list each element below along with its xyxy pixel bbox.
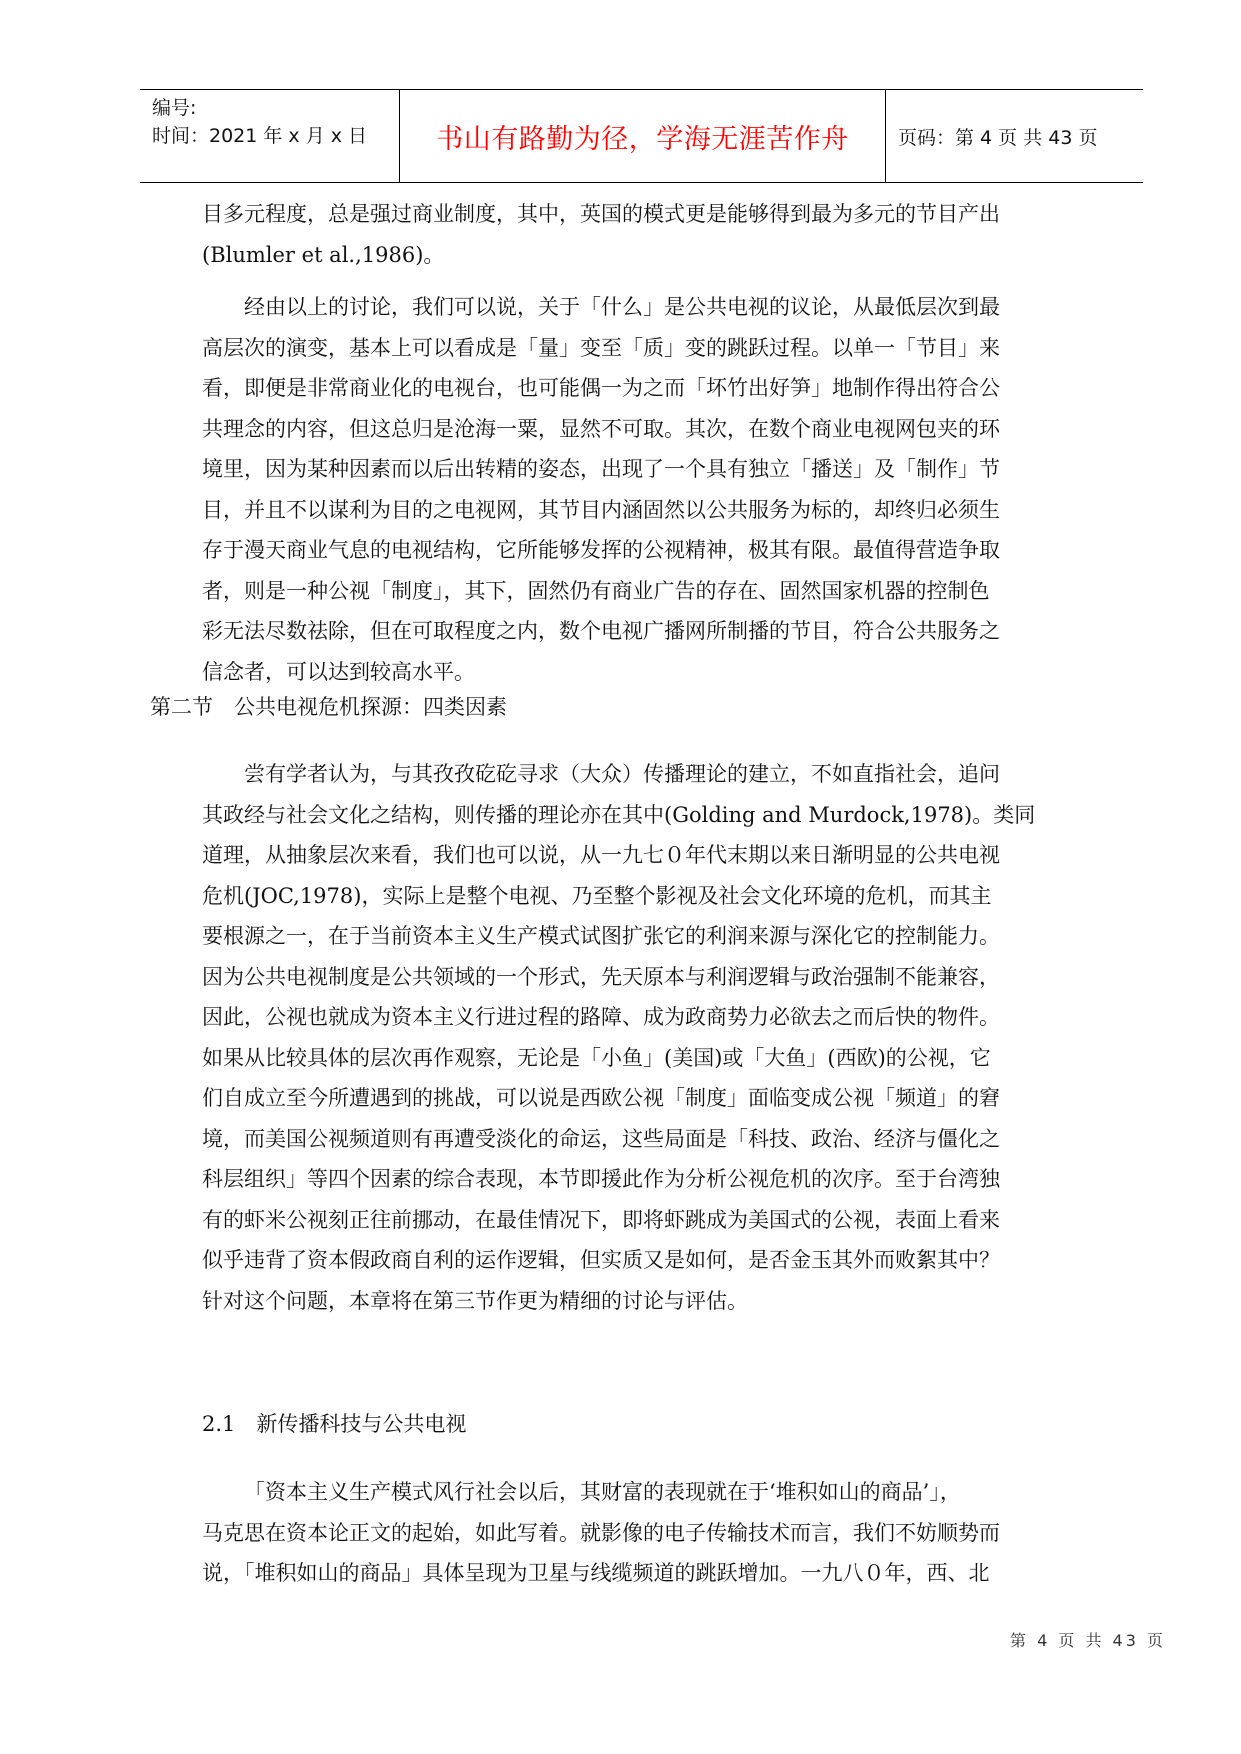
header-page-number: 页码：第 4 页 共 43 页 <box>898 126 1098 149</box>
text-line: 经由以上的讨论，我们可以说，关于「什么」是公共电视的议论，从最低层次到最 <box>244 295 1000 319</box>
subsection-heading: 2.1 新传播科技与公共电视 <box>202 1412 467 1436</box>
text-line: 有的虾米公视刻正往前挪动，在最佳情况下，即将虾跳成为美国式的公视，表面上看来 <box>202 1207 1000 1232</box>
text-line: 道理，从抽象层次来看，我们也可以说，从一九七０年代末期以来日渐明显的公共电视 <box>202 843 1000 867</box>
text-line: 因此，公视也就成为资本主义行进过程的路障、成为政商势力必欲去之而后快的物件。 <box>202 1005 1000 1029</box>
text-line: 「资本主义生产模式风行社会以后，其财富的表现就在于‘堆积如山的商品’」， <box>244 1480 961 1504</box>
page-header <box>140 89 1143 183</box>
text-line: 目多元程度，总是强过商业制度，其中，英国的模式更是能够得到最为多元的节目产出 <box>202 202 1000 226</box>
date-label: 时间：2021 年 x 月 x 日 <box>152 125 368 147</box>
header-page-cell <box>886 90 1143 182</box>
text-line: 境，而美国公视频道则有再遭受淡化的命运，这些局面是「科技、政治、经济与僵化之 <box>202 1126 1000 1151</box>
text-line: 共理念的内容，但这总归是沧海一粟，显然不可取。其次，在数个商业电视网包夹的环 <box>202 416 1000 441</box>
text-line: 境里，因为某种因素而以后出转精的姿态，出现了一个具有独立「播送」及「制作」节 <box>202 457 1000 481</box>
text-line: 说，「堆积如山的商品」具体呈现为卫星与线缆频道的跳跃增加。一九八０年，西、北 <box>202 1561 990 1585</box>
text-line: 看，即便是非常商业化的电视台，也可能偶一为之而「坏竹出好笋」地制作得出符合公 <box>202 376 1000 400</box>
text-line: 高层次的演变，基本上可以看成是「量」变至「质」变的跳跃过程。以单一「节目」来 <box>202 335 1000 360</box>
paragraph-3 <box>202 754 1142 1321</box>
text-line: 如果从比较具体的层次再作观察，无论是「小鱼」(美国)或「大鱼」(西欧)的公视，它 <box>202 1045 991 1070</box>
serial-number-label: 编号: <box>152 97 197 119</box>
text-line: 者，则是一种公视「制度」，其下，固然仍有商业广告的存在、固然国家机器的控制色 <box>202 578 990 603</box>
text-line: 其政经与社会文化之结构，则传播的理论亦在其中(Golding and Murdock,1978)。类同 <box>202 802 1036 827</box>
footer-page-number: 第 4 页 共 43 页 <box>1010 1631 1166 1650</box>
header-motto-cell <box>400 90 886 182</box>
text-line: 针对这个问题，本章将在第三节作更为精细的讨论与评估。 <box>202 1288 748 1313</box>
text-line: 们自成立至今所遭遇到的挑战，可以说是西欧公视「制度」面临变成公视「频道」的窘 <box>202 1086 1000 1110</box>
paragraph-1 <box>202 194 1142 275</box>
text-line: 尝有学者认为，与其孜孜矻矻寻求（大众）传播理论的建立，不如直指社会，追问 <box>244 762 1000 786</box>
paragraph-2 <box>202 287 1142 692</box>
text-line: 信念者，可以达到较高水平。 <box>202 659 475 684</box>
section-heading: 第二节 公共电视危机探源：四类因素 <box>150 695 507 719</box>
text-line: 似乎违背了资本假政商自利的运作逻辑，但实质又是如何，是否金玉其外而败絮其中？ <box>202 1248 1000 1272</box>
text-line: 科层组织」等四个因素的综合表现，本节即援此作为分析公视危机的次序。至于台湾独 <box>202 1167 1000 1191</box>
text-line: 目，并且不以谋利为目的之电视网，其节目内涵固然以公共服务为标的，却终归必须生 <box>202 497 1000 522</box>
motto-text: 书山有路勤为径，学海无涯苦作舟 <box>436 123 849 155</box>
text-line: 存于漫天商业气息的电视结构，它所能够发挥的公视精神，极其有限。最值得营造争取 <box>202 538 1000 562</box>
text-line: 危机(JOC,1978)，实际上是整个电视、乃至整个影视及社会文化环境的危机，而其主 <box>202 883 992 908</box>
text-line: 彩无法尽数祛除，但在可取程度之内，数个电视广播网所制播的节目，符合公共服务之 <box>202 619 1000 643</box>
text-line: 因为公共电视制度是公共领域的一个形式，先天原本与利润逻辑与政治强制不能兼容， <box>202 964 1000 989</box>
text-line: 马克思在资本论正文的起始，如此写着。就影像的电子传输技术而言，我们不妨顺势而 <box>202 1520 1000 1545</box>
paragraph-4 <box>202 1472 1142 1594</box>
header-meta-cell <box>140 90 400 182</box>
text-line: 要根源之一，在于当前资本主义生产模式试图扩张它的利润来源与深化它的控制能力。 <box>202 924 1000 948</box>
text-line: (Blumler et al.,1986)。 <box>202 242 445 267</box>
